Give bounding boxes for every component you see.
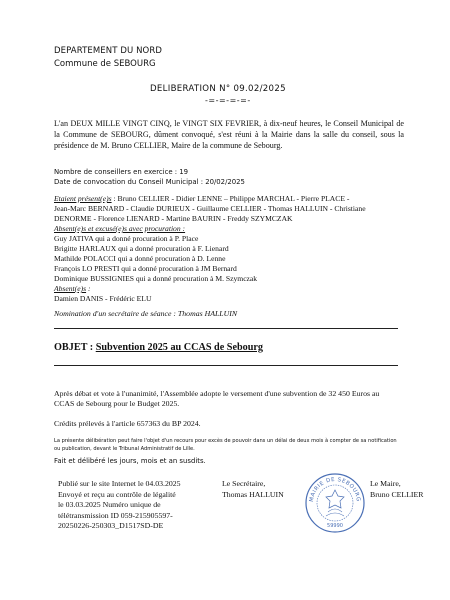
publication-line: Envoyé et reçu au contrôle de légalité bbox=[58, 489, 176, 499]
title-separator: -=-=-=-=- bbox=[205, 96, 251, 105]
legal-notice: La présente délibération peut faire l'objet d'un recours pour excès de pouvoir dans un délai de deux mois à compter de sa notification ou publication, devant le Tribunal Administratif de Lille. bbox=[54, 438, 397, 452]
proxy-item: Mathilde POLACCI qui a donné procuration à D. Lenne bbox=[54, 254, 226, 263]
present-line-2: Jean-Marc BERNARD - Claudie DURIEUX - Guillaume CELLIER - Thomas HALLUIN - Christiane bbox=[54, 204, 366, 213]
present-line-1: Etaient présent(e)s : Bruno CELLIER - Didier LENNE – Philippe MARCHAL - Pierre PLACE - bbox=[54, 194, 350, 203]
credits-line: Crédits prélevés à l'article 657363 du BP 2024. bbox=[54, 419, 201, 428]
decision-paragraph: Après débat et vote à l'unanimité, l'Assemblée adopte le versement d'une subvention de 32 450 Euros au CCAS de Sebourg pour le Budget 2025. bbox=[54, 389, 380, 408]
commune-name: Commune de SEBOURG bbox=[54, 59, 156, 69]
publication-line: le 03.03.2025 Numéro unique de bbox=[58, 500, 161, 509]
proxy-item: François LO PRESTI qui a donné procuration à JM Bernard bbox=[54, 264, 237, 273]
proxy-item: Brigitte HARLAUX qui a donné procuration à F. Lienard bbox=[54, 244, 229, 253]
mayor-signature bbox=[370, 479, 424, 500]
proxy-item: Guy JATIVA qui a donné procuration à P. Place bbox=[54, 234, 199, 243]
divider-bottom bbox=[54, 365, 398, 366]
publication-line: Publié sur le site Internet le 04.03.2025 bbox=[58, 479, 181, 488]
secretary-nomination: Nomination d'un secrétaire de séance : Thomas HALLUIN bbox=[54, 309, 238, 318]
department-name: DEPARTEMENT DU NORD bbox=[54, 46, 162, 56]
objet-subject: Subvention 2025 au CCAS de Sebourg bbox=[95, 342, 264, 353]
mayor-name: Bruno CELLIER bbox=[370, 489, 424, 499]
members-count: Nombre de conseillers en exercice : 19 bbox=[54, 168, 189, 176]
meeting-meta bbox=[54, 167, 245, 187]
present-line-3: DENORME - Florence LIENARD - Martine BAURIN - Freddy SZYMCZAK bbox=[54, 214, 293, 223]
publication-line: télétransmission ID 059-215905597- bbox=[58, 510, 173, 520]
proxy-item: Dominique BUSSIGNIES qui a donné procuration à M. Szymczak bbox=[54, 274, 258, 283]
secretary-name: Thomas HALLUIN bbox=[222, 489, 284, 499]
publication-line: 20250226-250303_D1517SD-DE bbox=[58, 521, 164, 530]
absent-names: Damien DANIS - Frédéric ELU bbox=[54, 294, 152, 303]
excused-label: Absent(e)s et excusé(e)s avec procuration : bbox=[54, 224, 186, 233]
mayor-title: Le Maire, bbox=[370, 479, 401, 488]
attendance-section: Etaient présent(e)s : Bruno CELLIER - Didier LENNE – Philippe MARCHAL - Pierre PLACE - Jean-Marc BERNARD - Claudie DURIEUX - Guillaume CELLIER - Thomas HALLUIN - Christiane DENORME - Florence LIENARD - Martine BAURIN - Freddy SZYMCZAK Absent(e)s et excusé(e)s avec procuration : Guy JATIVA qui a donné procuration à P. Place Brigitte HARLAUX qui a donné procuration à F. Lienard Mathilde POLACCI qui a donné procuration à D. Lenne François LO PRESTI qui a donné procuration à JM Bernard Dominique BUSSIGNIES qui a donné procuration à M. Szymczak Absent(e)s : Damien DANIS - Frédéric ELU bbox=[54, 194, 404, 304]
intro-paragraph: L'an DEUX MILLE VINGT CINQ, le VINGT SIX FEVRIER, à dix-neuf heures, le Conseil Municipal de la Commune de SEBOURG, dûment convoqué, s'est réuni à la Mairie dans la salle du conseil, sous la présidence de M. Bruno CELLIER, Maire de la commune de Sebourg. bbox=[54, 119, 404, 150]
mairie-stamp-seal bbox=[304, 472, 366, 534]
divider-top bbox=[54, 328, 398, 329]
publication-block bbox=[58, 479, 223, 532]
absent-label: Absent(e)s bbox=[54, 284, 87, 293]
stamp-text: MAIRIE DE SEBOURG bbox=[308, 476, 362, 503]
stamp-postcode: 59990 bbox=[327, 523, 343, 529]
secretary-signature bbox=[222, 479, 284, 500]
deliberation-title: DELIBERATION N° 09.02/2025 bbox=[150, 84, 286, 94]
objet-heading: OBJET : Subvention 2025 au CCAS de Sebourg bbox=[54, 342, 264, 353]
fait-line: Fait et délibéré les jours, mois et an susdits. bbox=[54, 457, 206, 465]
secretary-title: Le Secrétaire, bbox=[222, 479, 266, 488]
convocation-date: Date de convocation du Conseil Municipal : 20/02/2025 bbox=[54, 178, 245, 186]
present-label: Etaient présent(e)s bbox=[54, 194, 112, 203]
